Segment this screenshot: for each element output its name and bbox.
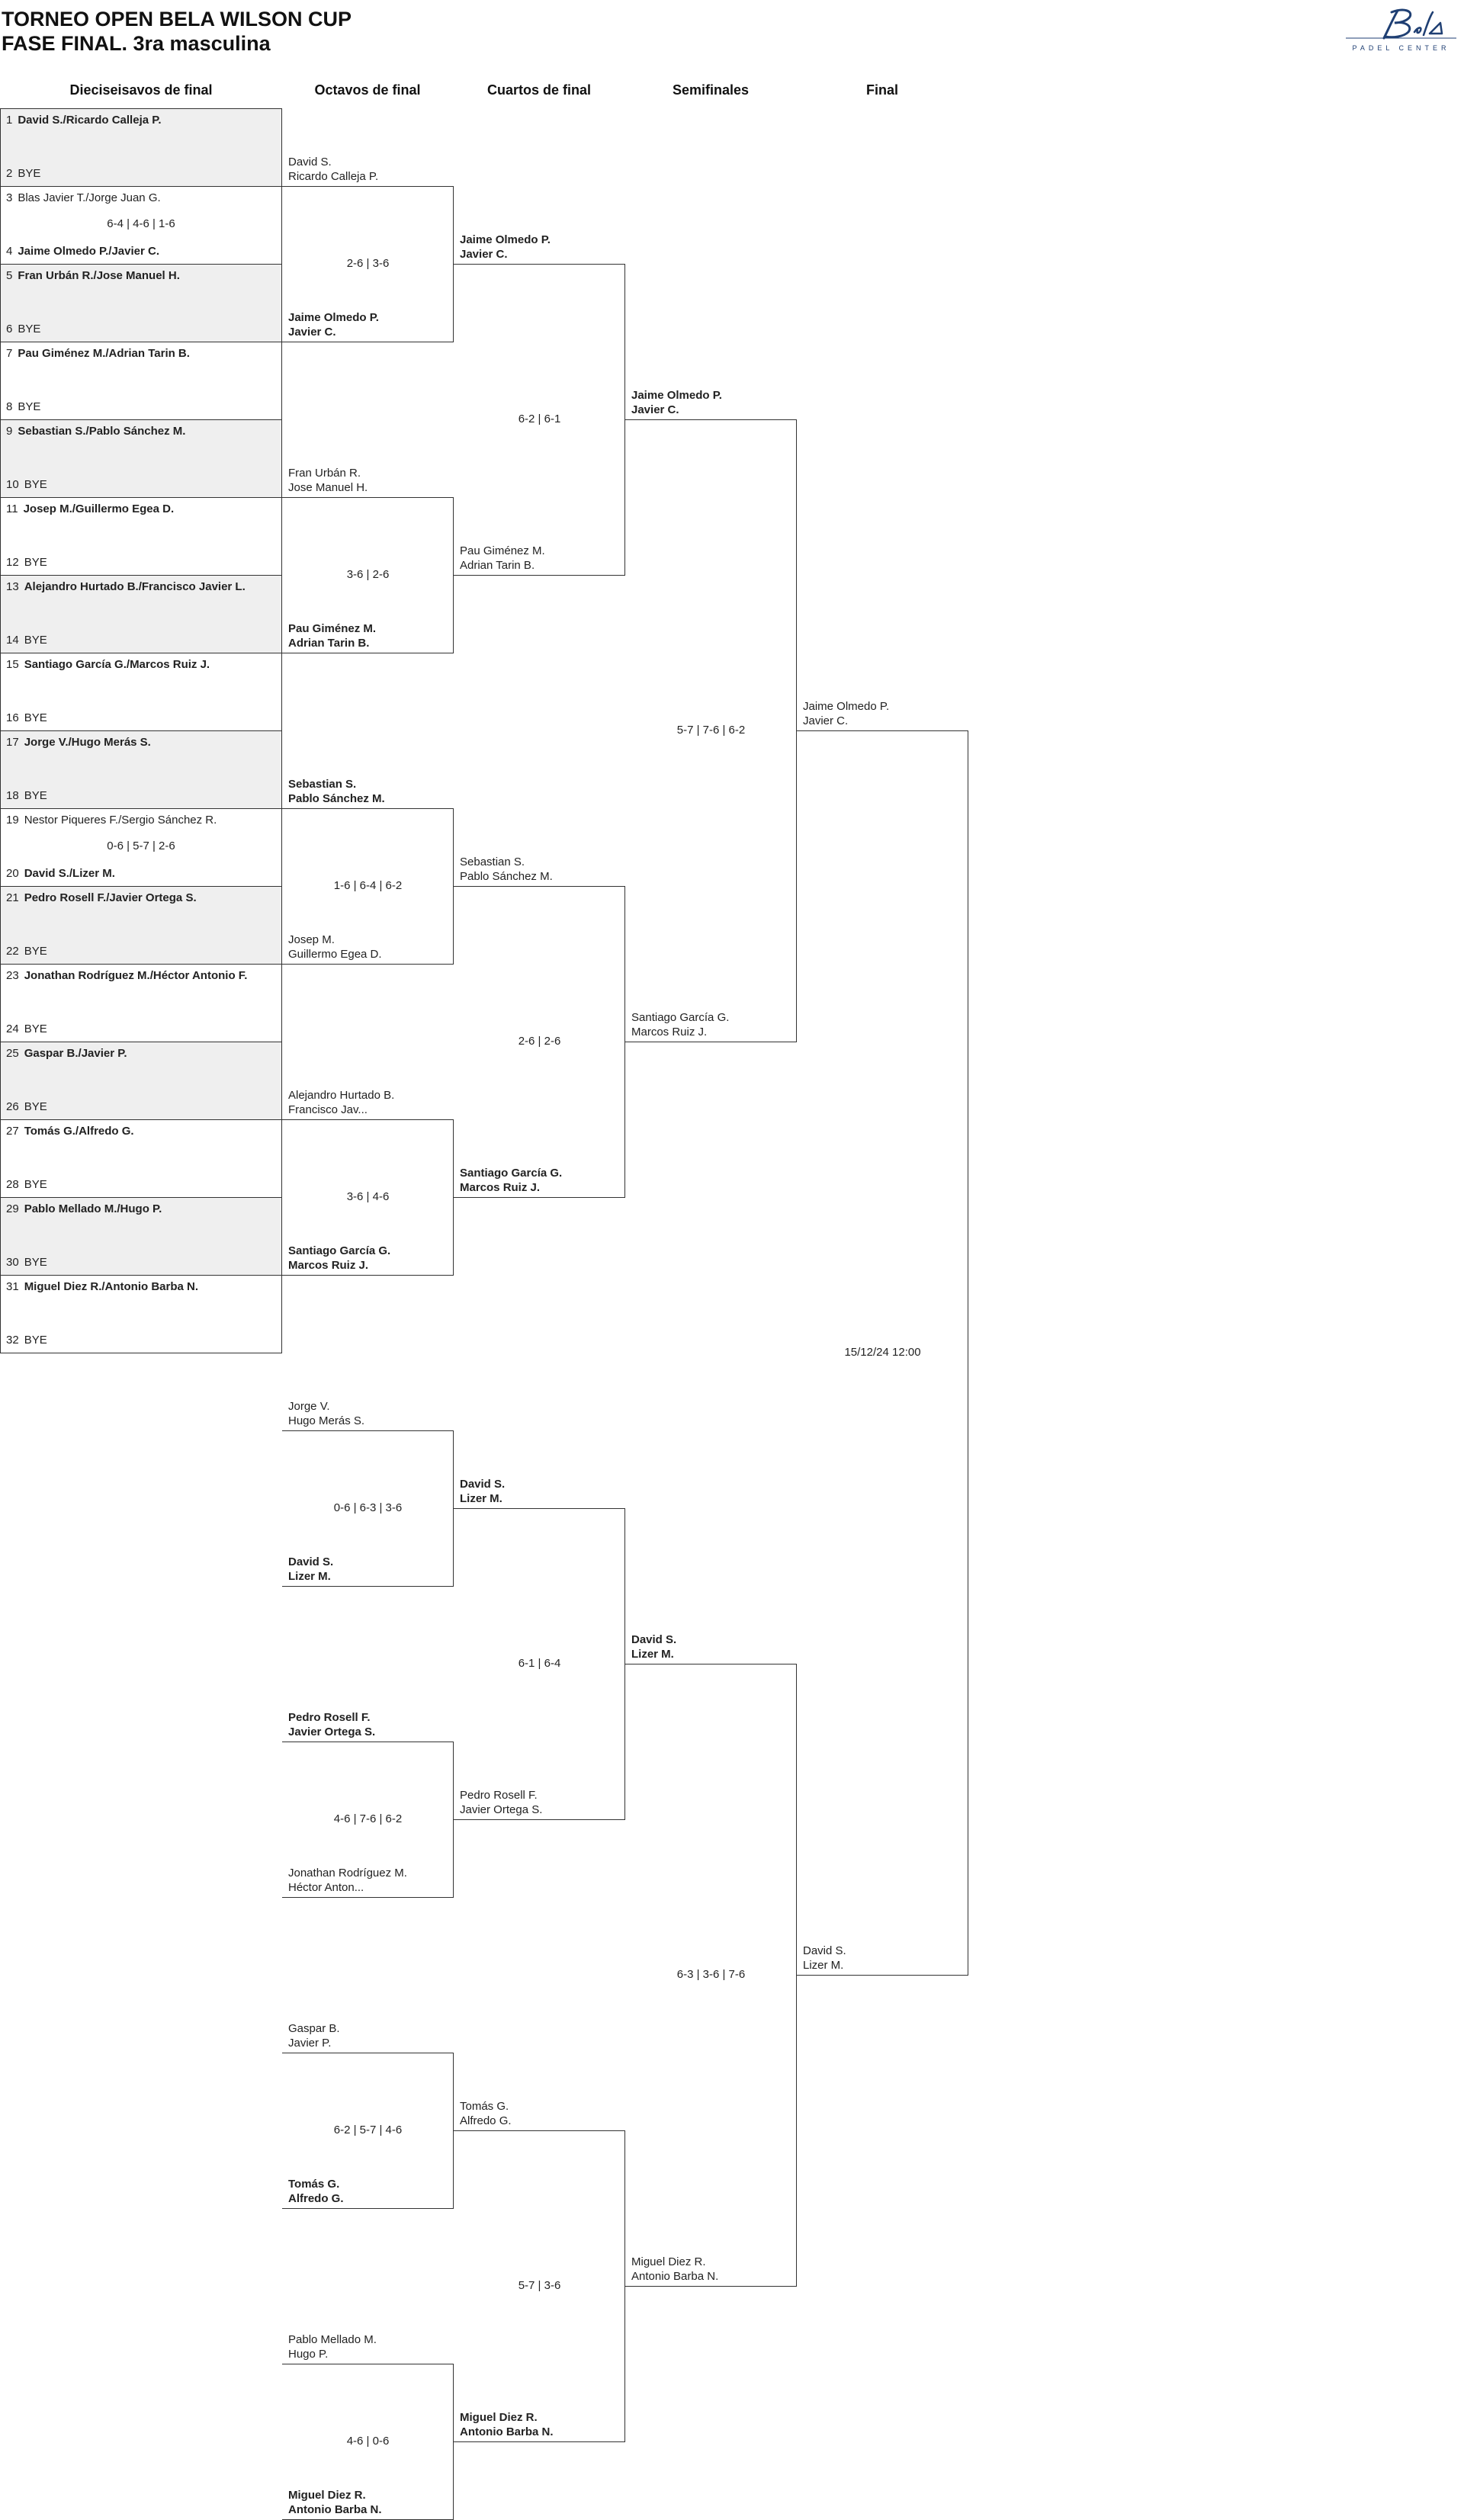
team-name: BYE	[18, 323, 41, 335]
seed-number: 17	[6, 736, 19, 749]
team-name: Tomás G./Alfredo G.	[24, 1125, 134, 1138]
r3-player-name[interactable]: Pau Giménez M.	[460, 544, 545, 557]
r2-player-name[interactable]: Ricardo Calleja P.	[288, 170, 379, 183]
seed-number: 3	[6, 191, 13, 204]
r2-player-name[interactable]: Guillermo Egea D.	[288, 948, 382, 961]
match-score: 6-2 | 5-7 | 4-6	[333, 2124, 403, 2136]
r2-player-name[interactable]: Pedro Rosell F.	[288, 1711, 371, 1724]
seed-number: 9	[6, 425, 13, 438]
r4-player-name[interactable]: Lizer M.	[631, 1648, 674, 1661]
r3-player-name[interactable]: Miguel Diez R.	[460, 2411, 538, 2424]
bela-logo-icon	[1338, 6, 1464, 44]
seed-number: 11	[6, 502, 18, 515]
r2-player-name[interactable]: David S.	[288, 156, 332, 169]
r1-slot[interactable]	[6, 1100, 47, 1113]
match-score: 6-4 | 4-6 | 1-6	[107, 217, 175, 230]
r3-player-name[interactable]: Tomás G.	[460, 2100, 509, 2113]
r1-slot[interactable]	[6, 1178, 47, 1191]
team-name: Sebastian S./Pablo Sánchez M.	[18, 425, 186, 438]
team-name: BYE	[18, 400, 41, 413]
r1-slot[interactable]	[6, 167, 40, 180]
r1-slot[interactable]	[6, 502, 174, 515]
match-score: 6-2 | 6-1	[518, 413, 561, 425]
team-name: David S./Lizer M.	[24, 867, 115, 880]
team-name: Josep M./Guillermo Egea D.	[23, 502, 175, 515]
match-score: 3-6 | 2-6	[346, 568, 390, 581]
match-score: 6-3 | 3-6 | 7-6	[676, 1968, 746, 1981]
seed-number: 24	[6, 1022, 19, 1035]
r2-player-name[interactable]: Miguel Diez R.	[288, 2489, 366, 2502]
r1-slot[interactable]	[6, 891, 197, 904]
r2-player-name[interactable]: Sebastian S.	[288, 778, 357, 791]
r1-slot[interactable]	[6, 556, 47, 569]
r1-slot[interactable]	[6, 789, 47, 802]
r1-slot[interactable]	[6, 347, 190, 360]
team-name: Alejandro Hurtado B./Francisco Javier L.	[24, 580, 246, 593]
r1-slot[interactable]	[6, 269, 180, 282]
round-header-4: Semifinales	[672, 82, 750, 98]
r3-player-name[interactable]: Alfredo G.	[460, 2114, 512, 2127]
seed-number: 18	[6, 789, 19, 802]
match-score: 5-7 | 3-6	[518, 2279, 561, 2292]
seed-number: 6	[6, 323, 13, 335]
bela-logo	[1338, 6, 1464, 59]
round-header-3: Cuartos de final	[486, 82, 592, 98]
r3-player-name[interactable]: David S.	[460, 1478, 506, 1491]
r3-player-name[interactable]: Lizer M.	[460, 1492, 502, 1505]
r4-player-name[interactable]: Antonio Barba N.	[631, 2270, 719, 2283]
r2-player-name[interactable]: David S.	[288, 1555, 334, 1568]
seed-number: 2	[6, 167, 13, 180]
r1-slot[interactable]	[6, 191, 161, 204]
r3-player-name[interactable]: Javier Ortega S.	[460, 1803, 543, 1816]
r2-player-name[interactable]: Alfredo G.	[288, 2192, 344, 2205]
seed-number: 15	[6, 658, 19, 671]
team-name: Jonathan Rodríguez M./Héctor Antonio F.	[24, 969, 248, 982]
team-name: BYE	[18, 167, 41, 180]
r1-slot[interactable]	[6, 814, 217, 827]
match-score: 3-6 | 4-6	[346, 1190, 390, 1203]
r4-player-name[interactable]: Santiago García G.	[631, 1011, 730, 1024]
team-name: BYE	[24, 1178, 47, 1191]
logo-subtext: PADEL CENTER	[1352, 44, 1450, 52]
team-name: Santiago García G./Marcos Ruiz J.	[24, 658, 210, 671]
r1-slot[interactable]	[6, 1125, 134, 1138]
r2-player-name[interactable]: Hugo Merás S.	[288, 1414, 365, 1427]
seed-number: 19	[6, 814, 19, 827]
r3-player-name[interactable]: Pablo Sánchez M.	[460, 870, 553, 883]
match-score: 0-6 | 5-7 | 2-6	[107, 839, 175, 852]
r2-player-name[interactable]: Marcos Ruiz J.	[288, 1259, 369, 1272]
r2-player-name[interactable]: Pablo Sánchez M.	[288, 792, 385, 805]
r2-player-name[interactable]: Javier P.	[288, 2037, 332, 2050]
r3-player-name[interactable]: Javier C.	[460, 248, 508, 261]
round-header-5: Final	[865, 82, 898, 98]
seed-number: 7	[6, 347, 13, 360]
r2-player-name[interactable]: Hugo P.	[288, 2348, 329, 2361]
r1-slot[interactable]	[6, 711, 47, 724]
seed-number: 23	[6, 969, 19, 982]
seed-number: 21	[6, 891, 19, 904]
team-name: Jaime Olmedo P./Javier C.	[18, 245, 159, 258]
seed-number: 1	[6, 114, 13, 127]
seed-number: 28	[6, 1178, 19, 1191]
r2-player-name[interactable]: Pau Giménez M.	[288, 622, 377, 635]
r1-slot[interactable]	[6, 245, 159, 258]
seed-number: 14	[6, 634, 19, 647]
r2-player-name[interactable]: Jaime Olmedo P.	[288, 311, 379, 324]
r3-player-name[interactable]: Adrian Tarin B.	[460, 559, 535, 572]
round-header-1: Dieciseisavos de final	[69, 82, 213, 98]
r5-player-name[interactable]: David S.	[803, 1944, 846, 1957]
r1-slot[interactable]	[6, 1280, 198, 1293]
r4-player-name[interactable]: Marcos Ruiz J.	[631, 1026, 708, 1038]
seed-number: 31	[6, 1280, 19, 1293]
seed-number: 4	[6, 245, 13, 258]
seed-number: 30	[6, 1256, 19, 1269]
r1-slot[interactable]	[6, 867, 115, 880]
r2-player-name[interactable]: Jonathan Rodríguez M.	[288, 1867, 407, 1880]
tournament-subtitle: FASE FINAL. 3ra masculina	[2, 32, 271, 55]
r5-player-name[interactable]: Jaime Olmedo P.	[803, 700, 890, 713]
r1-slot[interactable]	[6, 425, 185, 438]
r4-player-name[interactable]: David S.	[631, 1633, 677, 1646]
r2-player-name[interactable]: Gaspar B.	[288, 2022, 340, 2035]
team-name: Jorge V./Hugo Merás S.	[24, 736, 151, 749]
r1-slot[interactable]	[6, 1334, 47, 1347]
r2-player-name[interactable]: Francisco Jav...	[288, 1103, 368, 1116]
r2-player-name[interactable]: Héctor Anton...	[288, 1881, 364, 1894]
tournament-title: TORNEO OPEN BELA WILSON CUP	[2, 8, 352, 30]
seed-number: 27	[6, 1125, 19, 1138]
r1-slot[interactable]	[6, 945, 47, 958]
seed-number: 22	[6, 945, 19, 958]
team-name: Gaspar B./Javier P.	[24, 1047, 127, 1060]
match-score: 0-6 | 6-3 | 3-6	[333, 1501, 403, 1514]
seed-number: 29	[6, 1202, 19, 1215]
match-score: 4-6 | 0-6	[346, 2435, 390, 2448]
r2-player-name[interactable]: Antonio Barba N.	[288, 2503, 382, 2516]
r2-player-name[interactable]: Adrian Tarin B.	[288, 637, 370, 650]
match-score: 1-6 | 6-4 | 6-2	[333, 879, 403, 892]
team-name: BYE	[24, 634, 47, 647]
r2-player-name[interactable]: Lizer M.	[288, 1570, 331, 1583]
r5-player-name[interactable]: Javier C.	[803, 714, 849, 727]
seed-number: 13	[6, 580, 19, 593]
match-score: 2-6 | 3-6	[346, 257, 390, 270]
r1-slot[interactable]	[6, 400, 40, 413]
seed-number: 16	[6, 711, 19, 724]
team-name: Pedro Rosell F./Javier Ortega S.	[24, 891, 197, 904]
team-name: BYE	[24, 1334, 47, 1347]
seed-number: 8	[6, 400, 13, 413]
team-name: BYE	[24, 945, 47, 958]
r1-slot[interactable]	[6, 736, 151, 749]
r2-player-name[interactable]: Santiago García G.	[288, 1244, 391, 1257]
team-name: Pablo Mellado M./Hugo P.	[24, 1202, 162, 1215]
r3-player-name[interactable]: Santiago García G.	[460, 1167, 563, 1180]
r2-player-name[interactable]: Jorge V.	[288, 1400, 330, 1413]
r1-slot[interactable]	[6, 969, 247, 982]
team-name: BYE	[24, 556, 47, 569]
r4-player-name[interactable]: Miguel Diez R.	[631, 2255, 706, 2268]
r3-player-name[interactable]: Sebastian S.	[460, 856, 525, 868]
r1-slot[interactable]	[6, 1256, 47, 1269]
r2-player-name[interactable]: Pablo Mellado M.	[288, 2333, 377, 2346]
seed-number: 10	[6, 478, 19, 491]
seed-number: 32	[6, 1334, 19, 1347]
r1-slot[interactable]	[6, 1047, 127, 1060]
r4-player-name[interactable]: Javier C.	[631, 403, 679, 416]
r1-slot[interactable]	[6, 478, 47, 491]
team-name: Fran Urbán R./Jose Manuel H.	[18, 269, 180, 282]
r4-player-name[interactable]: Jaime Olmedo P.	[631, 389, 722, 402]
round-header-2: Octavos de final	[314, 82, 421, 98]
team-name: Blas Javier T./Jorge Juan G.	[18, 191, 161, 204]
team-name: BYE	[24, 1100, 47, 1113]
team-name: BYE	[24, 789, 47, 802]
r1-slot[interactable]	[6, 323, 40, 335]
match-score: 4-6 | 7-6 | 6-2	[333, 1812, 403, 1825]
team-name: BYE	[24, 1022, 47, 1035]
r3-player-name[interactable]: Marcos Ruiz J.	[460, 1181, 541, 1194]
r2-player-name[interactable]: Josep M.	[288, 933, 335, 946]
team-name: BYE	[24, 1256, 47, 1269]
r2-player-name[interactable]: Alejandro Hurtado B.	[288, 1089, 395, 1102]
team-name: David S./Ricardo Calleja P.	[18, 114, 162, 127]
match-score: 2-6 | 2-6	[518, 1035, 561, 1048]
r1-slot[interactable]	[6, 658, 210, 671]
team-name: Nestor Piqueres F./Sergio Sánchez R.	[24, 814, 217, 827]
seed-number: 25	[6, 1047, 19, 1060]
r2-player-name[interactable]: Javier C.	[288, 326, 336, 339]
r1-slot[interactable]	[6, 580, 246, 593]
team-name: Pau Giménez M./Adrian Tarin B.	[18, 347, 190, 360]
r1-slot[interactable]	[6, 634, 47, 647]
team-name: BYE	[24, 478, 47, 491]
seed-number: 5	[6, 269, 13, 282]
r5-player-name[interactable]: Lizer M.	[803, 1959, 844, 1972]
seed-number: 12	[6, 556, 19, 569]
seed-number: 20	[6, 867, 19, 880]
r3-player-name[interactable]: Jaime Olmedo P.	[460, 233, 551, 246]
team-name: Miguel Diez R./Antonio Barba N.	[24, 1280, 199, 1293]
r2-player-name[interactable]: Tomás G.	[288, 2178, 340, 2191]
match-datetime: 15/12/24 12:00	[844, 1346, 921, 1359]
match-score: 6-1 | 6-4	[518, 1657, 561, 1670]
team-name: BYE	[24, 711, 47, 724]
r2-player-name[interactable]: Fran Urbán R.	[288, 467, 361, 480]
r3-player-name[interactable]: Antonio Barba N.	[460, 2425, 554, 2438]
r1-slot[interactable]	[6, 1202, 162, 1215]
r2-player-name[interactable]: Javier Ortega S.	[288, 1725, 376, 1738]
r1-slot[interactable]	[6, 1022, 47, 1035]
seed-number: 26	[6, 1100, 19, 1113]
r2-player-name[interactable]: Jose Manuel H.	[288, 481, 368, 494]
r3-player-name[interactable]: Pedro Rosell F.	[460, 1789, 538, 1802]
match-score: 5-7 | 7-6 | 6-2	[676, 724, 746, 737]
r1-slot[interactable]	[6, 114, 161, 127]
